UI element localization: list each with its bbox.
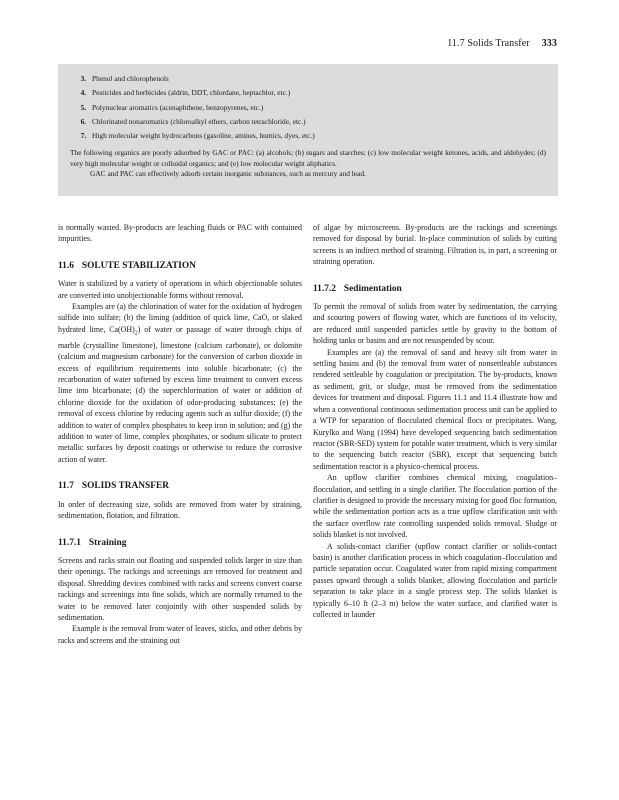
paragraph: Example is the removal from water of leaves, sticks, and other debris by racks and screens and the straining out [58, 624, 302, 645]
subsection-heading-11-7-1: 11.7.1 Straining [58, 537, 127, 548]
list-item: 5. Polynuclear aromatics (acenaphthene, benzopyrenes, etc.) [88, 101, 546, 115]
box-note-inorganic: GAC and PAC can effectively adsorb certain inorganic substances, such as mercury and lead. [90, 169, 366, 179]
paragraph: of algae by microscreens. By-products are the rackings and screenings removed for disposal by burial. In-place comminution of solids by cutting screens is an indirect method of straining. Filtration is, in part, a screening or straining operation. [313, 223, 557, 267]
running-header [447, 38, 557, 49]
list-item: 7. High molecular weight hydrocarbons (gasoline, amines, humics, dyes, etc.) [88, 129, 546, 143]
box-note-poorly-adsorbed: The following organics are poorly adsorbed by GAC or PAC: (a) alcohols; (b) sugars and starches; (c) low molecular weight ketones, acids, and aldehydes; (d) very high molecular weight or colloidal organics; and (e) low molecular weight aliphatics. [70, 148, 546, 168]
paragraph: To permit the removal of solids from water by sedimentation, the carrying and scouring powers of flowing water, which are functions of its velocity, are reduced until suspended particles settle by gravity to the bottom of holding tanks or basins and are not resuspended by scour. [313, 302, 557, 346]
paragraph: Examples are (a) the chlorination of water for the oxidation of hydrogen sulfide into sulfate; (b) the liming (addition of quick lime, CaO, or slaked hydrated lime, $Ca(OH)_2$) of water or passage of water through chips of marble (crystalline limestone), limestone (calcium carbonate), or dolomite (calcium and magnesium carbonate) for the conversion of carbon dioxide in excess of equilibrium requirements into soluble bicarbonate; (c) the recarbonation of water softened by excess lime treatment to convert excess lime into bicarbonate; (d) the superchlorination of water or addition of chlorine dioxide for the oxidation of odor-producing substances; (e) the removal of excess chlorine by reducing agents such as sulfur dioxide; (f) the addition to water of complex phosphates to keep iron in solution; and (g) the addition to water of lime, complex phosphates, or sodium silicate to protect metallic surfaces by deposit coatings or otherwise to reduce the corrosive action of water. [58, 302, 303, 464]
list-item: 3. Phenol and chlorophenols [88, 72, 546, 86]
table-continuation-box [58, 64, 558, 196]
subsection-heading-11-7-2: 11.7.2 Sedimentation [313, 283, 402, 294]
paragraph: In order of decreasing size, solids are removed from water by straining, sedimentation, flotation, and filtration. [58, 499, 302, 521]
paragraph: An upflow clarifier combines chemical mixing, coagulation–flocculation, and settling in a single clarifier. The flocculation portion of the clarifier is designed to provide the necessary mixing for good floc formation, while the sedimentation portion acts as a true upflow clarification unit with the surface overflow rate controlling suspended solids removal. Sludge or solids blanket is not involved. [313, 473, 557, 540]
list-item: 6. Chlorinated nonaromatics (chloroalkyl ethers, carbon tetrachloride, etc.) [88, 115, 546, 129]
running-header-section: 11.7 Solids Transfer [447, 38, 530, 49]
section-heading-11-7: 11.7 SOLIDS TRANSFER [58, 481, 169, 492]
left-column [58, 222, 302, 646]
page-number: 333 [541, 38, 557, 49]
right-column [313, 222, 557, 620]
list-item: 4. Pesticides and herbicides (aldrin, DDT, chlordane, heptachlor, etc.) [88, 86, 546, 100]
paragraph: A solids-contact clarifier (upflow contact clarifier or solids-contact basin) is another clarification process in which coagulation–flocculation and particle separation occur. Coagulated water from rapid mixing compartment passes upward through a solids blanket, allowing flocculation and particle separation to take place in a single process step. The solids blanket is typically 6–10 ft (2–3 m) below the water surface, and clarified water is collected in launder [313, 541, 557, 619]
paragraph: Examples are (a) the removal of sand and heavy silt from water in settling basins and (b) the removal from water of nonsettleable substances rendered settleable by coagulation or precipitation. The by-products, known as sediment, grit, or sludge, must be removed from the sedimentation devices for treatment and disposal. Figures 11.1 and 11.4 illustrate how and when a conventional continuous sedimentation process unit can be applied to a WTP for separation of flocculated chemical flocs or precipitates. Wang, Kurylko and Wang (1994) have developed sequencing batch sedimentation reactor (SBR-SED) system for potable water treatment, which is very similar to the sequencing batch reactor (SBR), except that sequencing batch sedimentation reactor is a physico-chemical process. [313, 347, 557, 471]
section-heading-11-6: 11.6 SOLUTE STABILIZATION [58, 260, 196, 271]
paragraph: Screens and racks strain out floating and suspended solids larger in size than their openings. The rackings and screenings are removed for treatment and disposal. Shredding devices combined with racks and screens convert coarse rackings and screenings into fine solids, which are normally returned to the water to be removed later conjointly with other suspended solids by sedimentation. [58, 555, 302, 622]
paragraph: Water is stabilized by a variety of operations in which objectionable solutes are converted into unobjectionable forms without removal. [58, 279, 302, 300]
organics-list [70, 72, 546, 143]
paragraph: is normally wasted. By-products are leaching fluids or PAC with contained impurities. [58, 223, 302, 244]
